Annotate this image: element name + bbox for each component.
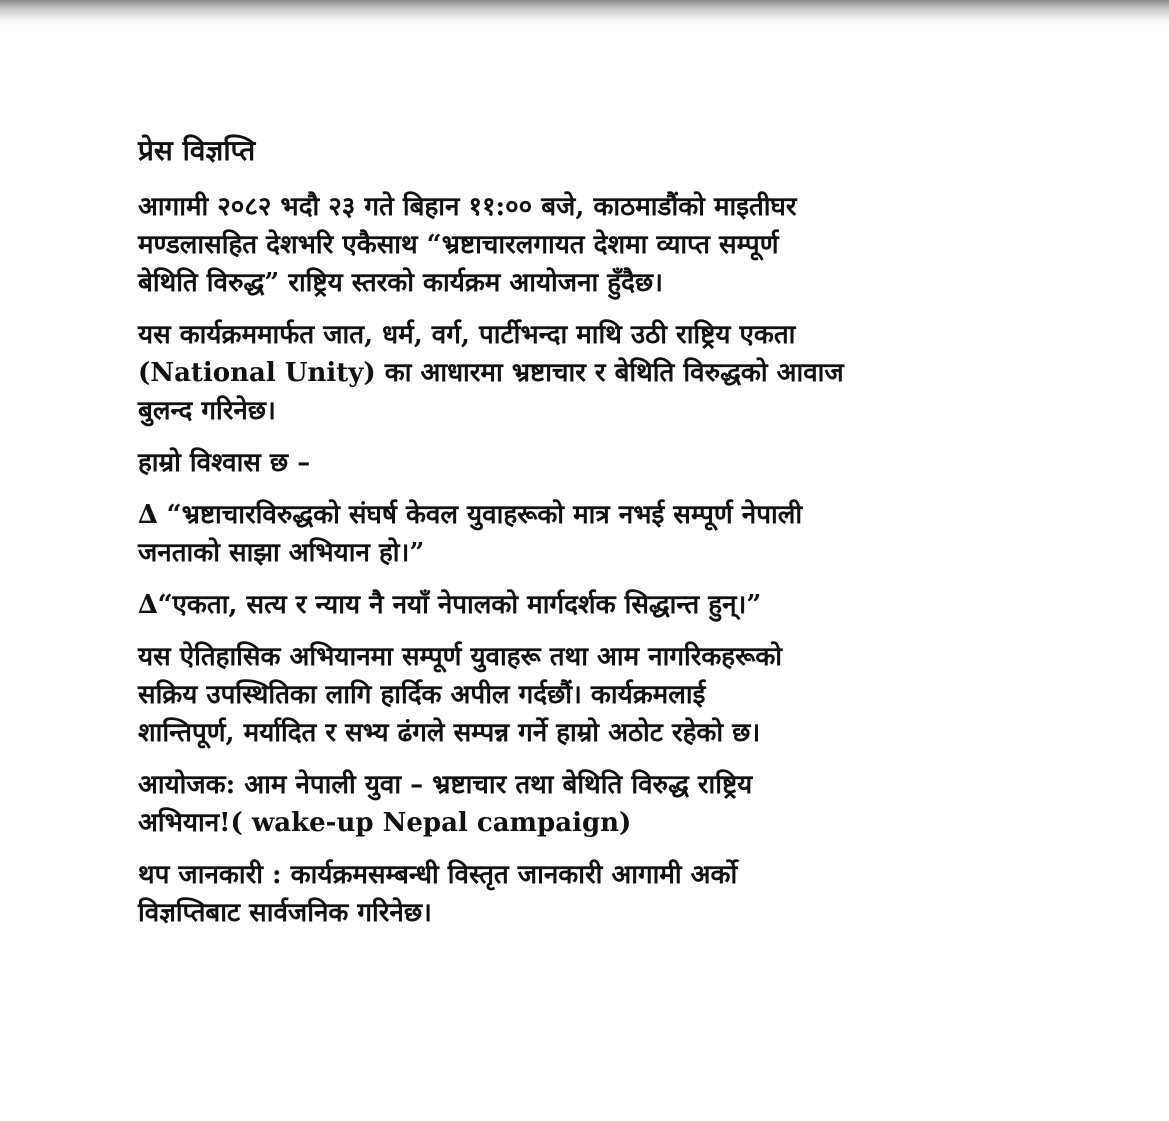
document-title: प्रेस विज्ञप्ति xyxy=(138,134,256,167)
top-edge-shadow xyxy=(0,0,1169,26)
more-info-line: थप जानकारी : कार्यक्रमसम्बन्धी विस्तृत जानकारी आगामी अर्को विज्ञप्तिबाट सार्वजनिक गरिनेछ। xyxy=(138,860,738,928)
appeal-paragraph: यस ऐतिहासिक अभियानमा सम्पूर्ण युवाहरू तथा आम नागरिकहरूको सक्रिय उपस्थितिका लागि हार्दिक अपील गर्दछौं। कार्यक्रमलाई शान्तिपूर्ण, मर्यादित र सभ्य ढंगले सम्पन्न गर्ने हाम्रो अठोट रहेको छ। xyxy=(138,642,783,748)
organizer-line: आयोजक: आम नेपाली युवा – भ्रष्टाचार तथा बेथिति विरुद्ध राष्ट्रिय अभियान!( wake-up Nepal campaign) xyxy=(138,770,753,838)
belief-item-1: ∆ “भ्रष्टाचारविरुद्धको संघर्ष केवल युवाहरूको मात्र नभई सम्पूर्ण नेपाली जनताको साझा अभियान हो।” xyxy=(138,500,803,568)
unity-paragraph: यस कार्यक्रममार्फत जात, धर्म, वर्ग, पार्टीभन्दा माथि उठी राष्ट्रिय एकता (National Unity) का आधारमा भ्रष्टाचार र बेथिति विरुद्धको आवाज बुलन्द गरिनेछ। xyxy=(138,320,844,426)
press-release-body xyxy=(138,132,1038,946)
belief-heading: हाम्रो विश्वास छ – xyxy=(138,448,311,478)
belief-item-2: ∆“एकता, सत्य र न्याय नै नयाँ नेपालको मार्गदर्शक सिद्धान्त हुन्।” xyxy=(138,590,762,620)
announcement-paragraph: आगामी २०८२ भदौ २३ गते बिहान ११:०० बजे, काठमाडौंको माइतीघर मण्डलासहित देशभरि एकैसाथ “भ्रष्टाचारलगायत देशमा व्याप्त सम्पूर्ण बेथिति विरुद्ध” राष्ट्रिय स्तरको कार्यक्रम आयोजना हुँदैछ। xyxy=(138,192,797,298)
